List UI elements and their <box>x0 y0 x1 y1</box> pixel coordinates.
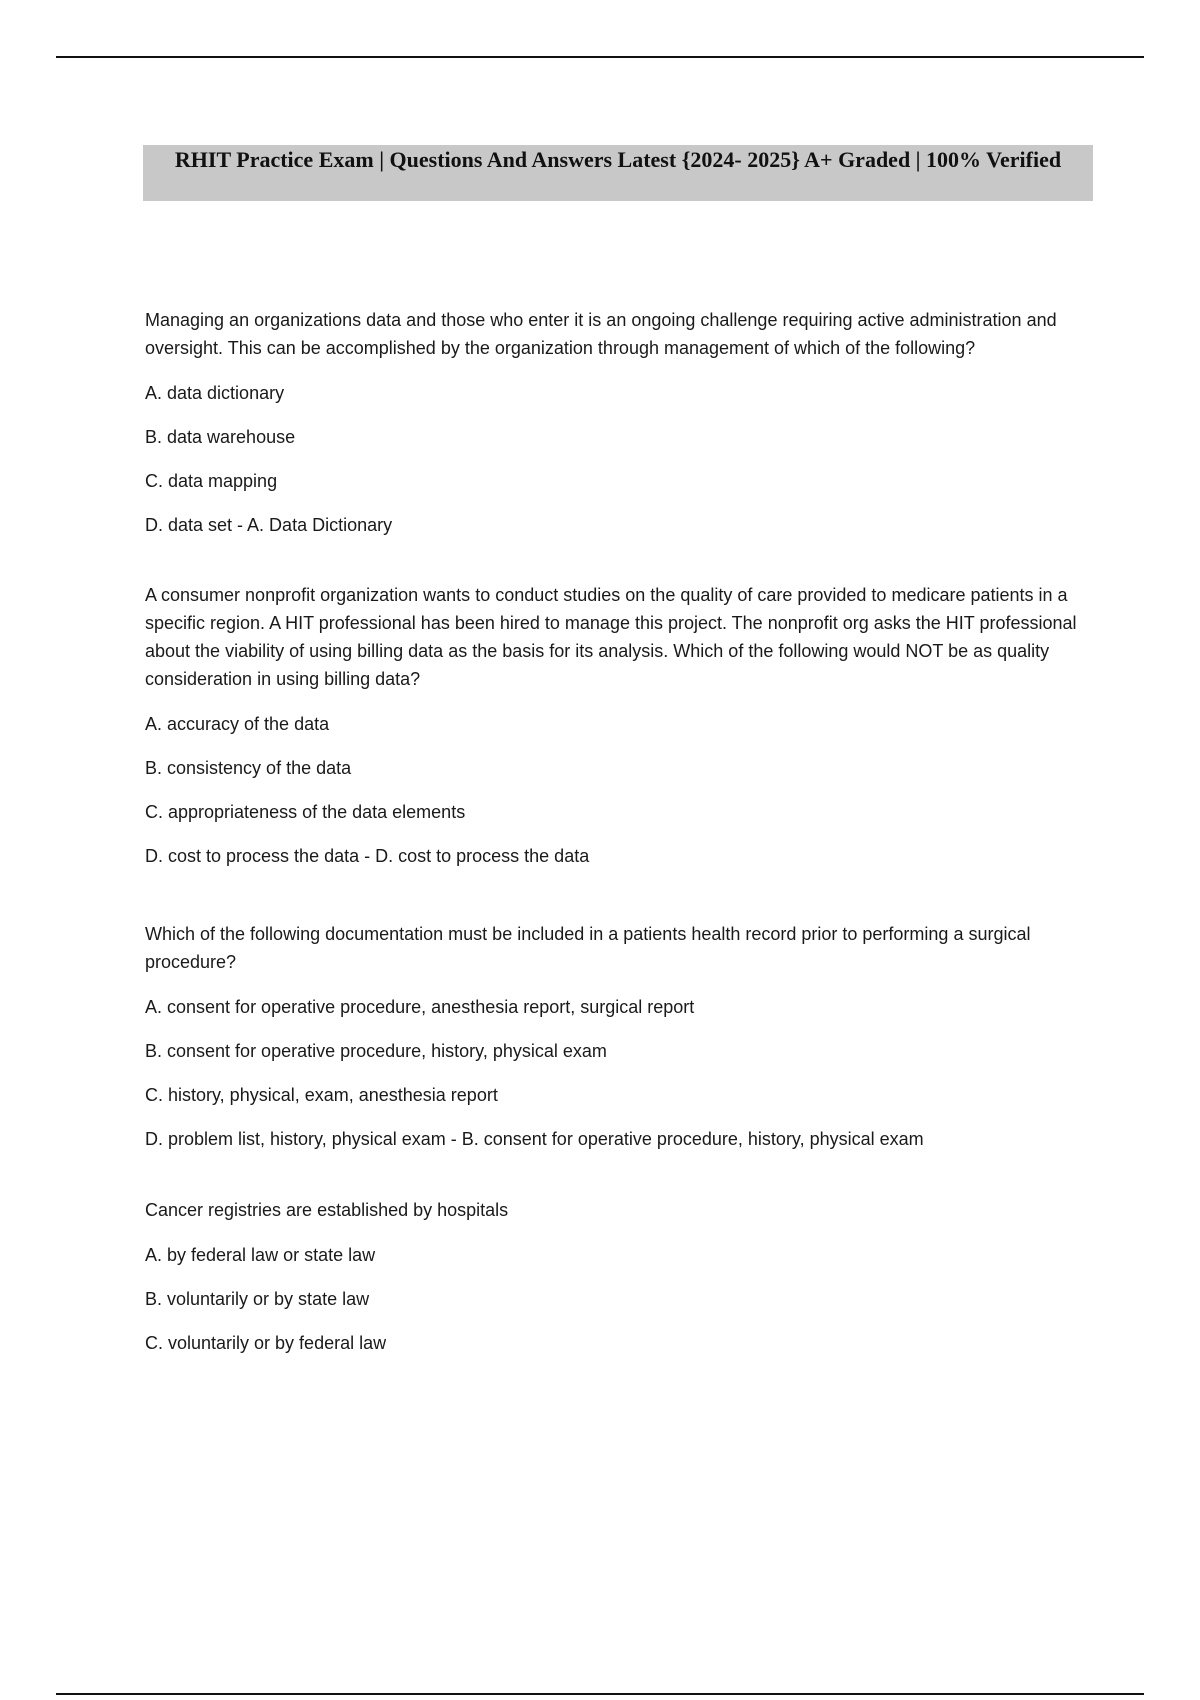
document-title-banner <box>143 145 1093 201</box>
question-3-option-b: B. consent for operative procedure, history, physical exam <box>145 1041 607 1061</box>
question-2 <box>145 581 1095 870</box>
question-4-option-c: C. voluntarily or by federal law <box>145 1333 387 1353</box>
question-2-option-b: B. consistency of the data <box>145 758 352 778</box>
question-1-option-c: C. data mapping <box>145 471 278 491</box>
question-4 <box>145 1196 1095 1357</box>
question-1-option-a: A. data dictionary <box>145 383 285 403</box>
question-3-option-d: D. problem list, history, physical exam - B. consent for operative procedure, history, physical exam <box>145 1129 924 1149</box>
question-3-text: Which of the following documentation must be included in a patients health record prior to performing a surgical procedure? <box>145 924 1031 972</box>
question-4-option-a: A. by federal law or state law <box>145 1245 376 1265</box>
question-3 <box>145 920 1095 1153</box>
question-4-option-b: B. voluntarily or by state law <box>145 1289 370 1309</box>
question-1 <box>145 306 1095 539</box>
question-4-text: Cancer registries are established by hospitals <box>145 1200 509 1220</box>
document-title: RHIT Practice Exam | Questions And Answers Latest {2024- 2025} A+ Graded | 100% Verified <box>174 147 1062 172</box>
question-list <box>145 306 1095 1373</box>
question-2-option-c: C. appropriateness of the data elements <box>145 802 466 822</box>
question-2-text: A consumer nonprofit organization wants to conduct studies on the quality of care provided to medicare patients in a specific region. A HIT professional has been hired to manage this project. The nonprofit org asks the HIT professional about the viability of using billing data as the basis for its analysis. Which of the following would NOT be as quality consideration in using billing data? <box>145 585 1077 689</box>
question-2-option-a: A. accuracy of the data <box>145 714 330 734</box>
question-2-option-d: D. cost to process the data - D. cost to process the data <box>145 846 590 866</box>
question-1-text: Managing an organizations data and those who enter it is an ongoing challenge requiring active administration and oversight. This can be accomplished by the organization through management of which of the following? <box>145 310 1057 358</box>
page-bottom-rule <box>56 1693 1144 1695</box>
page-top-rule <box>56 56 1144 58</box>
question-1-option-b: B. data warehouse <box>145 427 296 447</box>
question-3-option-c: C. history, physical, exam, anesthesia report <box>145 1085 498 1105</box>
question-1-option-d: D. data set - A. Data Dictionary <box>145 515 393 535</box>
question-3-option-a: A. consent for operative procedure, anesthesia report, surgical report <box>145 997 695 1017</box>
